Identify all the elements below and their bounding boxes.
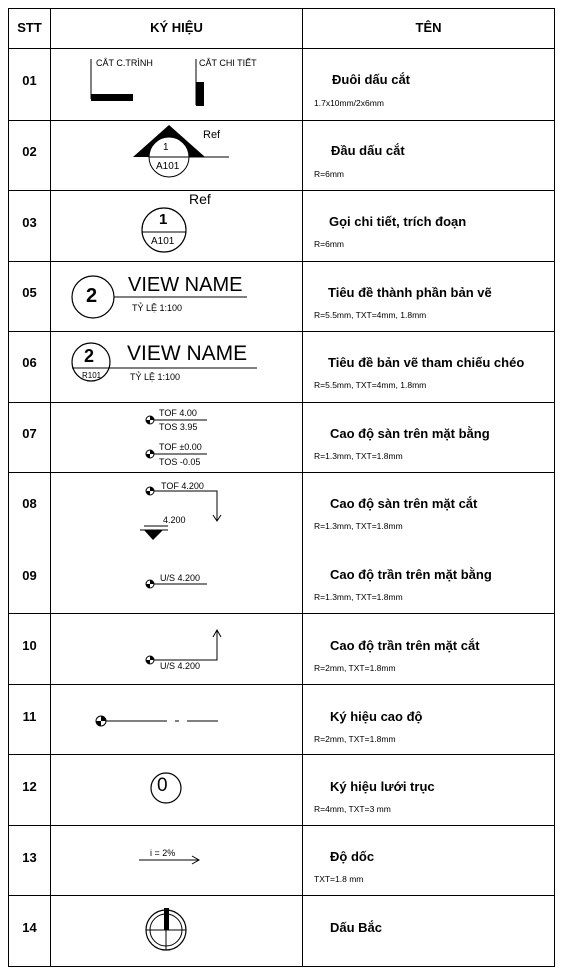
row-08-title: Cao độ sàn trên mặt cắt xyxy=(330,496,478,511)
section-head-ref-label: Ref xyxy=(203,129,221,141)
row-07-stt: 07 xyxy=(22,426,37,441)
row-12-stt: 12 xyxy=(22,779,37,794)
floor-section-tof: TOF 4.200 xyxy=(161,481,204,491)
ceiling-level-section-symbol xyxy=(51,614,302,684)
row-14-stt: 14 xyxy=(22,920,37,935)
detail-callout-sheet: A101 xyxy=(151,236,175,247)
row-05-spec: R=5.5mm, TXT=4mm, 1.8mm xyxy=(314,310,427,320)
level-marker-icon xyxy=(146,450,154,458)
header-stt: STT xyxy=(17,20,42,35)
level-marker-icon xyxy=(146,580,154,588)
row-11-spec: R=2mm, TXT=1.8mm xyxy=(314,734,396,744)
row-12-spec: R=4mm, TXT=3 mm xyxy=(314,804,391,814)
ceiling-plan-label: U/S 4.200 xyxy=(160,573,201,583)
detail-callout-symbol xyxy=(51,191,302,261)
ceiling-level-plan-symbol xyxy=(51,560,302,610)
view-reference-scale: TỶ LỆ 1:100 xyxy=(130,372,181,382)
row-10-stt: 10 xyxy=(22,638,37,653)
row-06-stt: 06 xyxy=(22,355,37,370)
view-title-scale: TỶ LỆ 1:100 xyxy=(132,303,183,313)
row-09-title: Cao độ trần trên mặt bằng xyxy=(330,567,492,582)
row-09-stt: 09 xyxy=(22,568,37,583)
row-06-spec: R=5.5mm, TXT=4mm, 1.8mm xyxy=(314,380,427,390)
slope-label: i = 2% xyxy=(150,848,176,858)
row-02-title: Đầu dấu cắt xyxy=(331,143,405,158)
section-head-symbol xyxy=(51,121,302,190)
view-reference-number: 2 xyxy=(84,346,95,366)
grid-bubble-symbol xyxy=(51,755,302,825)
level-mark-symbol xyxy=(51,685,302,754)
level-marker-icon xyxy=(146,656,154,664)
row-11-title: Ký hiệu cao độ xyxy=(330,709,423,724)
level-marker-icon xyxy=(96,716,106,726)
row-03-stt: 03 xyxy=(22,215,37,230)
header-symbol: KÝ HIỆU xyxy=(150,20,203,35)
level-marker-icon xyxy=(146,416,154,424)
row-08-stt: 08 xyxy=(22,496,37,511)
ceiling-section-label: U/S 4.200 xyxy=(160,661,201,671)
header-name: TÊN xyxy=(415,20,442,35)
row-10-title: Cao độ trần trên mặt cắt xyxy=(330,638,480,653)
row-11-stt: 11 xyxy=(22,709,37,724)
section-tail-symbol xyxy=(51,49,302,120)
row-13-title: Độ dốc xyxy=(330,849,375,864)
row-03-title: Gọi chi tiết, trích đoạn xyxy=(329,214,467,229)
detail-callout-number: 1 xyxy=(159,211,168,228)
row-13-stt: 13 xyxy=(22,850,37,865)
section-head-top-number: 1 xyxy=(163,142,169,153)
section-head-sheet-ref: A101 xyxy=(156,161,180,172)
row-14-title: Dấu Bắc xyxy=(330,920,383,935)
view-title-name: VIEW NAME xyxy=(128,274,243,296)
level-marker-icon xyxy=(146,487,154,495)
row-01-spec: 1.7x10mm/2x6mm xyxy=(314,98,384,108)
row-10-spec: R=2mm, TXT=1.8mm xyxy=(314,663,396,673)
view-reference-name: VIEW NAME xyxy=(127,342,248,365)
floor-plan-tof-2: TOF ±0.00 xyxy=(159,442,202,452)
section-tail-label-b: CẮT CHI TIẾT xyxy=(199,58,257,68)
row-05-stt: 05 xyxy=(22,285,37,300)
floor-plan-tos-2: TOS -0.05 xyxy=(159,457,201,467)
slope-symbol xyxy=(51,826,302,895)
row-02-stt: 02 xyxy=(22,144,37,159)
view-title-number: 2 xyxy=(86,285,98,307)
north-arrow-icon xyxy=(51,896,302,966)
view-reference-sheet: R101 xyxy=(82,371,102,380)
row-06-title: Tiêu đề bản vẽ tham chiếu chéo xyxy=(328,355,525,370)
floor-plan-tos-1: TOS 3.95 xyxy=(159,422,198,432)
row-03-spec: R=6mm xyxy=(314,239,344,249)
row-08-spec: R=1.3mm, TXT=1.8mm xyxy=(314,521,403,531)
floor-plan-tof-1: TOF 4.00 xyxy=(159,408,197,418)
row-02-spec: R=6mm xyxy=(314,169,344,179)
row-07-spec: R=1.3mm, TXT=1.8mm xyxy=(314,451,403,461)
row-07-title: Cao độ sàn trên mặt bằng xyxy=(330,426,490,441)
row-01-title: Đuôi dấu cắt xyxy=(332,72,411,87)
detail-callout-ref-label: Ref xyxy=(189,191,211,207)
row-05-title: Tiêu đề thành phần bản vẽ xyxy=(328,285,492,300)
row-13-spec: TXT=1.8 mm xyxy=(314,874,364,884)
row-12-title: Ký hiệu lưới trục xyxy=(330,779,435,794)
floor-section-level: 4.200 xyxy=(163,515,186,525)
grid-bubble-label: 0 xyxy=(157,775,168,796)
row-09-spec: R=1.3mm, TXT=1.8mm xyxy=(314,592,403,602)
section-tail-label-a: CẮT C.TRÌNH xyxy=(96,58,153,68)
row-01-stt: 01 xyxy=(22,73,37,88)
